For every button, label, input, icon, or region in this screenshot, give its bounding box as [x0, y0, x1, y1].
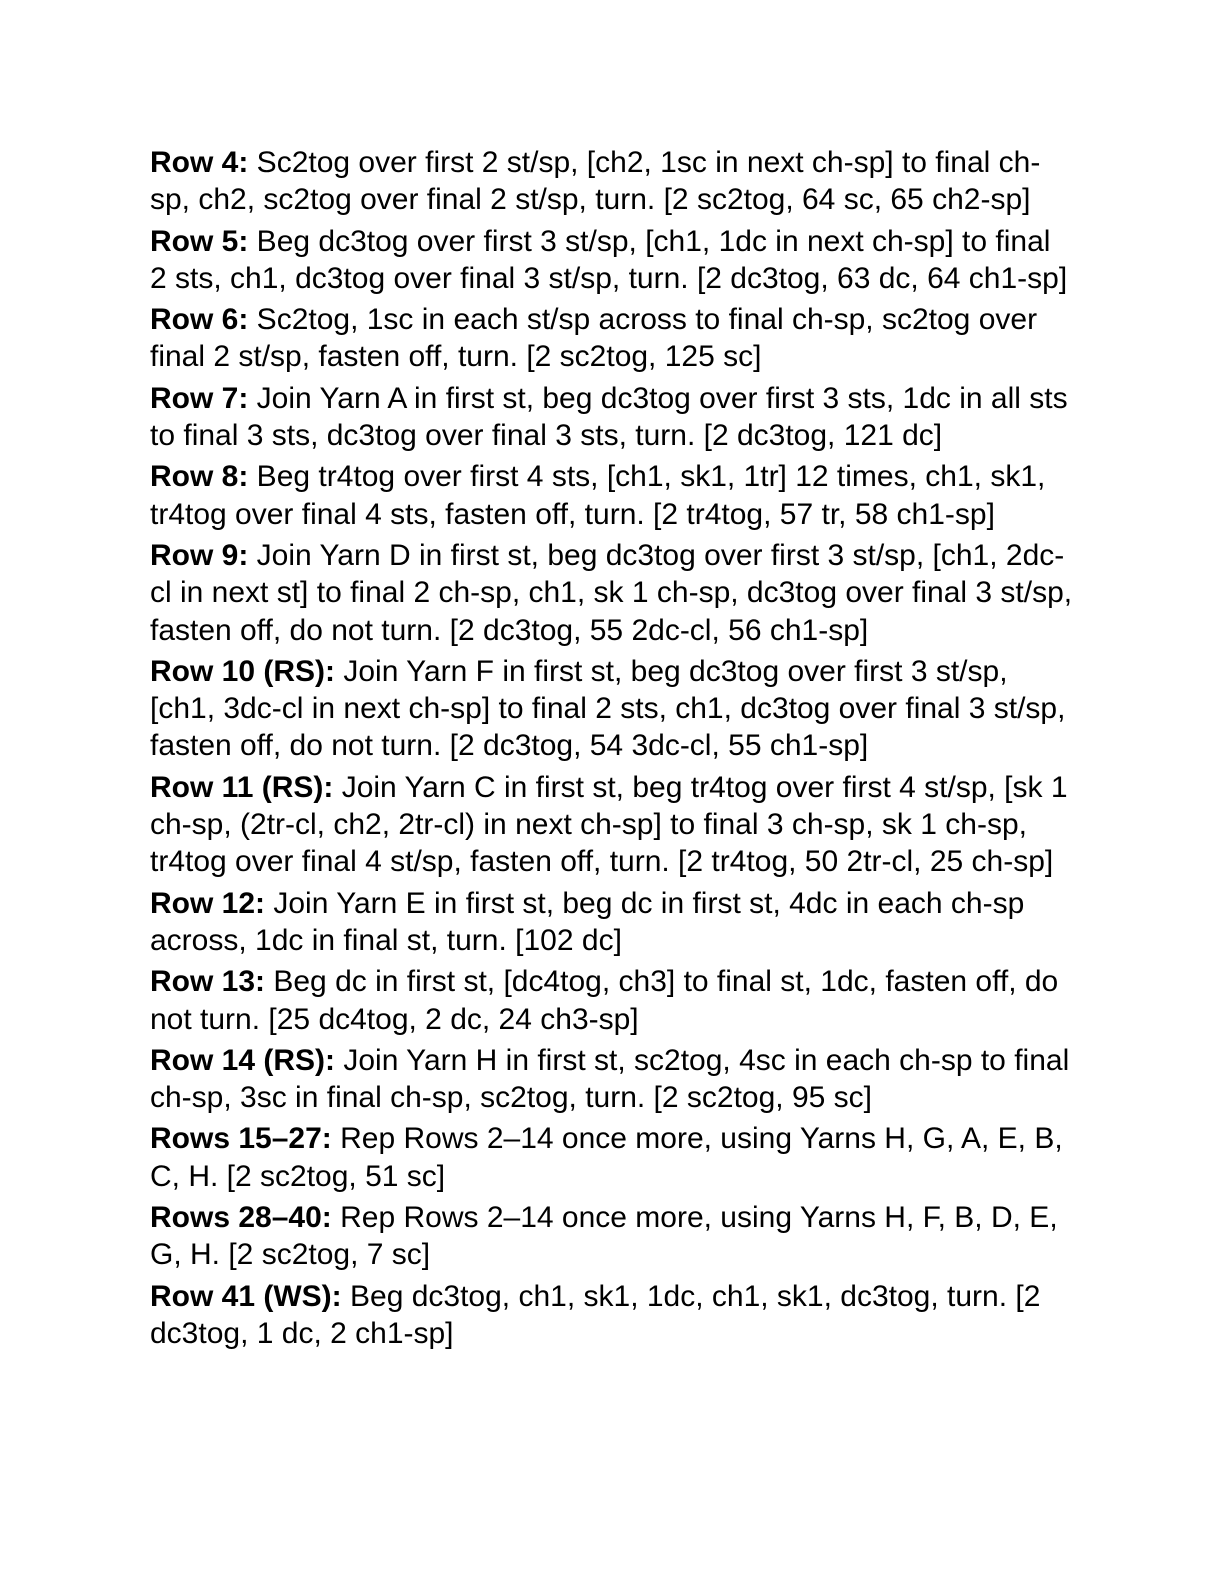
- row-label: Row 12:: [150, 886, 266, 920]
- row-label: Row 9:: [150, 538, 249, 572]
- row-instruction: Rep Rows 2–14 once more, using Yarns H, F, B, D, E, G, H. [2 sc2tog, 7 sc]: [150, 1201, 1058, 1272]
- pattern-row: [150, 885, 1074, 960]
- row-label: Row 6:: [150, 303, 249, 337]
- row-instruction: Beg dc3tog over first 3 st/sp, [ch1, 1dc in next ch-sp] to final 2 sts, ch1, dc3tog over final 3 st/sp, turn. [2 dc3tog, 63 dc, 64 ch1-sp]: [150, 224, 1068, 295]
- pattern-row: [150, 653, 1074, 765]
- row-label: Row 11 (RS):: [150, 770, 334, 804]
- pattern-row: [150, 1042, 1074, 1117]
- row-instruction: Beg tr4tog over first 4 sts, [ch1, sk1, 1tr] 12 times, ch1, sk1, tr4tog over final 4 sts, fasten off, turn. [2 tr4tog, 57 tr, 58 ch1-sp]: [150, 460, 1046, 531]
- row-instruction: Sc2tog over first 2 st/sp, [ch2, 1sc in next ch-sp] to final ch-sp, ch2, sc2tog over final 2 st/sp, turn. [2 sc2tog, 64 sc, 65 ch2-sp]: [150, 146, 1041, 217]
- pattern-row: [150, 1120, 1074, 1195]
- row-instruction: Rep Rows 2–14 once more, using Yarns H, G, A, E, B, C, H. [2 sc2tog, 51 sc]: [150, 1122, 1063, 1193]
- row-instruction: Sc2tog, 1sc in each st/sp across to final ch-sp, sc2tog over final 2 st/sp, fasten off, turn. [2 sc2tog, 125 sc]: [150, 303, 1038, 374]
- row-label: Row 8:: [150, 460, 249, 494]
- row-label: Row 14 (RS):: [150, 1043, 336, 1077]
- row-instruction: Join Yarn E in first st, beg dc in first st, 4dc in each ch-sp across, 1dc in final st, turn. [102 dc]: [150, 886, 1025, 957]
- row-label: Rows 15–27:: [150, 1122, 332, 1156]
- pattern-instruction-list: [150, 144, 1074, 1356]
- row-label: Rows 28–40:: [150, 1201, 332, 1235]
- pattern-row: [150, 769, 1074, 881]
- row-instruction: Join Yarn C in first st, beg tr4tog over first 4 st/sp, [sk 1 ch-sp, (2tr-cl, ch2, 2tr-cl) in next ch-sp] to final 3 ch-sp, sk 1 ch-sp, tr4tog over final 4 st/sp, fasten off, turn. [2 tr4tog, 50 2tr-cl, 25 ch-sp]: [150, 770, 1068, 879]
- pattern-row: [150, 537, 1074, 649]
- row-instruction: Join Yarn F in first st, beg dc3tog over first 3 st/sp, [ch1, 3dc-cl in next ch-sp] to final 2 sts, ch1, dc3tog over final 3 st/sp, fasten off, do not turn. [2 dc3tog, 54 3dc-cl, 55 ch1-sp]: [150, 654, 1066, 763]
- row-instruction: Join Yarn H in first st, sc2tog, 4sc in each ch-sp to final ch-sp, 3sc in final ch-sp, sc2tog, turn. [2 sc2tog, 95 sc]: [150, 1043, 1070, 1115]
- pattern-row: [150, 963, 1074, 1038]
- pattern-row: [150, 223, 1074, 298]
- pattern-row: [150, 301, 1074, 376]
- row-instruction: Beg dc in first st, [dc4tog, ch3] to final st, 1dc, fasten off, do not turn. [25 dc4tog, 2 dc, 24 ch3-sp]: [150, 965, 1059, 1036]
- row-label: Row 5:: [150, 224, 249, 258]
- row-instruction: Join Yarn D in first st, beg dc3tog over first 3 st/sp, [ch1, 2dc-cl in next st] to final 2 ch-sp, ch1, sk 1 ch-sp, dc3tog over final 3 st/sp, fasten off, do not turn. [2 dc3tog, 55 2dc-cl, 56 ch1-sp]: [150, 538, 1073, 647]
- row-instruction: Join Yarn A in first st, beg dc3tog over first 3 sts, 1dc in all sts to final 3 sts, dc3tog over final 3 sts, turn. [2 dc3tog, 121 dc]: [150, 381, 1068, 453]
- pattern-row: [150, 458, 1074, 533]
- row-label: Row 41 (WS):: [150, 1279, 342, 1313]
- row-label: Row 4:: [150, 146, 249, 179]
- pattern-row: [150, 144, 1074, 219]
- row-label: Row 13:: [150, 965, 266, 999]
- pattern-row: [150, 380, 1074, 455]
- row-instruction: Beg dc3tog, ch1, sk1, 1dc, ch1, sk1, dc3tog, turn. [2 dc3tog, 1 dc, 2 ch1-sp]: [150, 1279, 1041, 1350]
- pattern-row: [150, 1199, 1074, 1274]
- pattern-row: [150, 1278, 1074, 1353]
- row-label: Row 7:: [150, 381, 249, 415]
- row-label: Row 10 (RS):: [150, 654, 336, 688]
